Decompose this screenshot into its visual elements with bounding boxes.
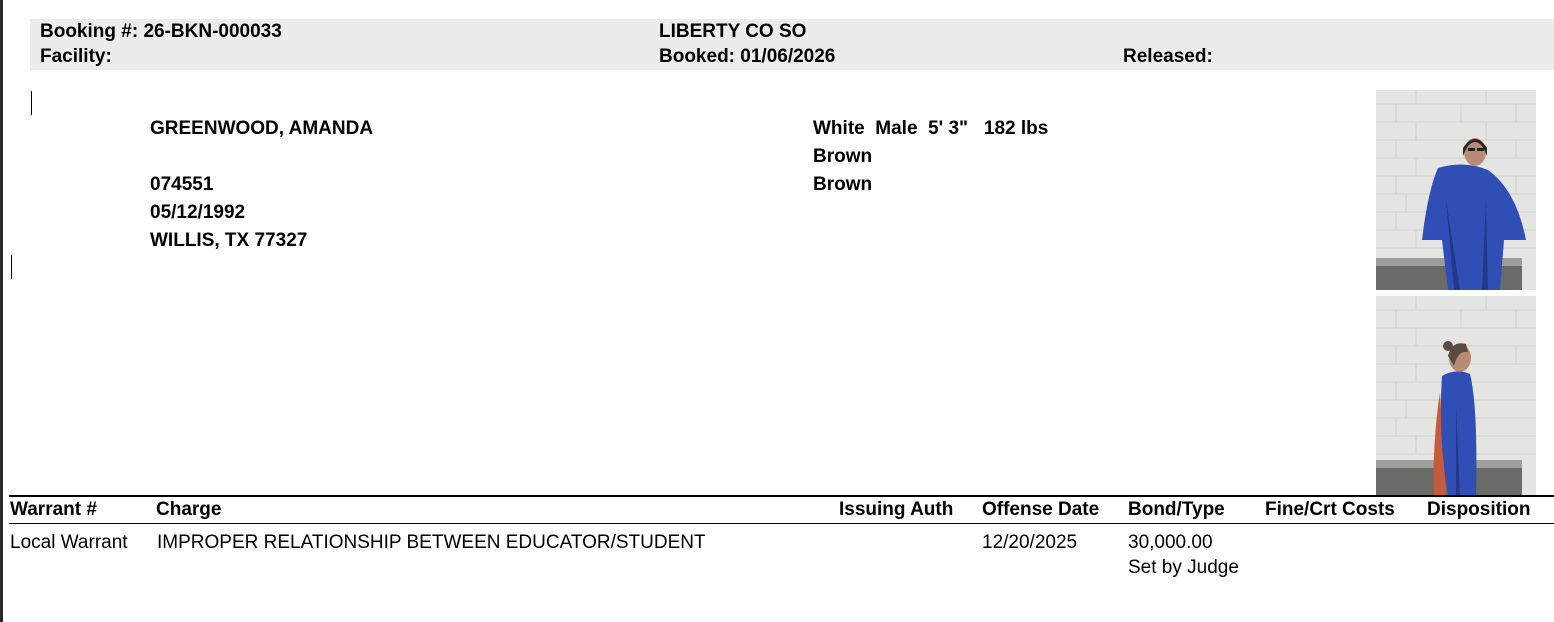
- city-state-zip: WILLIS, TX 77327: [150, 230, 308, 251]
- released-label: Released:: [1123, 46, 1213, 67]
- booked-date: Booked: 01/06/2026: [659, 46, 836, 67]
- text-cursor: [11, 255, 12, 279]
- col-header-bond-type: Bond/Type: [1128, 499, 1225, 520]
- booking-number: Booking #: 26-BKN-000033: [40, 21, 282, 42]
- agency-name: LIBERTY CO SO: [659, 21, 807, 42]
- col-header-offense-date: Offense Date: [982, 499, 1100, 520]
- col-header-issuing-auth: Issuing Auth: [839, 499, 954, 520]
- window-edge: [0, 0, 3, 622]
- col-header-warrant: Warrant #: [10, 499, 97, 520]
- inmate-id: 074551: [150, 174, 214, 195]
- sex: Male: [875, 118, 918, 139]
- facility-label: Facility:: [40, 46, 112, 67]
- col-header-disposition: Disposition: [1427, 499, 1531, 520]
- hair-color: Brown: [813, 146, 873, 167]
- text-cursor: [31, 91, 32, 115]
- eye-color: Brown: [813, 174, 873, 195]
- bond-type: Set by Judge: [1128, 557, 1239, 578]
- inmate-name: GREENWOOD, AMANDA: [150, 118, 374, 139]
- col-header-charge: Charge: [156, 499, 222, 520]
- mugshot-profile: [1376, 296, 1536, 496]
- warrant-number: Local Warrant: [10, 532, 128, 553]
- charge-description: IMPROPER RELATIONSHIP BETWEEN EDUCATOR/STUDENT: [157, 532, 706, 553]
- date-of-birth: 05/12/1992: [150, 202, 246, 223]
- col-header-fine-costs: Fine/Crt Costs: [1265, 499, 1395, 520]
- weight: 182 lbs: [983, 118, 1049, 139]
- table-top-rule: [9, 495, 1554, 497]
- physical-description: [813, 117, 1048, 141]
- mugshot-front: [1376, 90, 1536, 290]
- offense-date: 12/20/2025: [982, 532, 1078, 553]
- bond-amount: 30,000.00: [1128, 532, 1213, 553]
- height: 5' 3": [928, 118, 969, 139]
- table-header-rule: [9, 523, 1554, 524]
- race: White: [813, 118, 865, 139]
